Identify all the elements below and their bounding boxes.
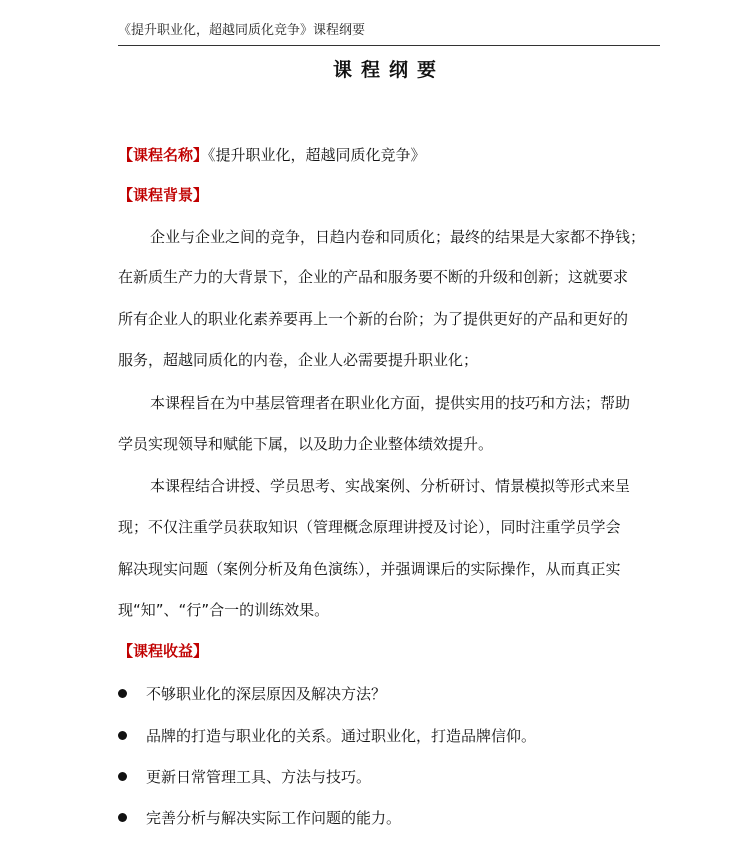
list-item-text: 品牌的打造与职业化的关系。通过职业化，打造品牌信仰。 [146,727,537,745]
course-name-line [118,145,663,165]
benefits-heading: 【课程收益】 [118,642,209,660]
background-line: 在新质生产力的大背景下，企业的产品和服务要不断的升级和创新；这就要求 [118,268,629,286]
background-line: 服务，超越同质化的内卷，企业人必需要提升职业化； [118,351,479,369]
background-line: 企业与企业之间的竞争，日趋内卷和同质化；最终的结果是大家都不挣钱； [150,228,646,246]
course-name-value: 《提升职业化，超越同质化竞争》 [208,146,426,164]
background-line: 解决现实问题（案例分析及角色演练），并强调课后的实际操作，从而真正实 [118,560,621,578]
bullet-icon [118,772,127,781]
list-item-text: 不够职业化的深层原因及解决方法？ [146,685,387,703]
background-line: 所有企业人的职业化素养要再上一个新的台阶；为了提供更好的产品和更好的 [118,310,629,328]
list-item-text: 更新日常管理工具、方法与技巧。 [146,768,372,786]
bullet-icon [118,731,127,740]
background-line: 学员实现领导和赋能下属，以及助力企业整体绩效提升。 [118,435,494,453]
running-header: 《提升职业化，超越同质化竞争》课程纲要 [118,23,366,38]
bullet-icon [118,813,127,822]
bullet-icon [118,689,127,698]
background-line: 现；不仅注重学员获取知识（管理概念原理讲授及讨论），同时注重学员学会 [118,518,621,536]
background-line: 本课程结合讲授、学员思考、实战案例、分析研讨、情景模拟等形式来呈 [150,477,631,495]
page-title: 课程纲要 [332,59,445,81]
header-divider [118,45,660,46]
list-item-text: 完善分析与解决实际工作问题的能力。 [146,809,402,827]
background-line: 现“知”、“行”合一的训练效果。 [118,601,330,619]
background-heading: 【课程背景】 [118,186,209,204]
course-name-label: 【课程名称】 [118,146,209,164]
background-line: 本课程旨在为中基层管理者在职业化方面，提供实用的技巧和方法；帮助 [150,394,631,412]
